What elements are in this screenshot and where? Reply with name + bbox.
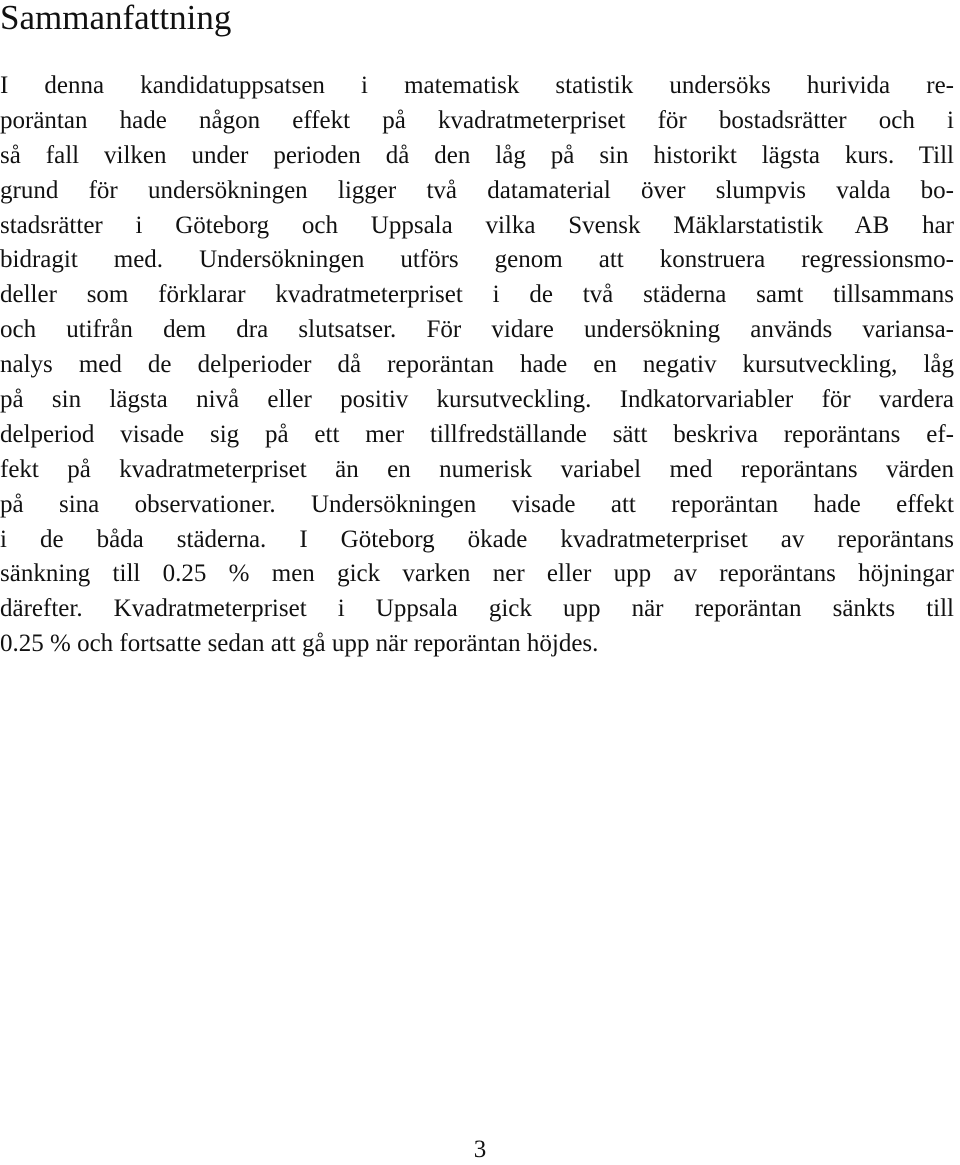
paragraph-line: I denna kandidatuppsatsen i matematisk statistik undersöks hurivida re- bbox=[0, 72, 954, 99]
paragraph-line: sänkning till 0.25 % men gick varken ner eller upp av reporäntans höjningar bbox=[0, 560, 954, 588]
paragraph-line: deller som förklarar kvadratmeterpriset i de två städerna samt tillsammans bbox=[0, 281, 954, 309]
paragraph-line: delperiod visade sig på ett mer tillfredställande sätt beskriva reporäntans ef- bbox=[0, 420, 954, 448]
paragraph-line: och utifrån dem dra slutsatser. För vidare undersökning används variansa- bbox=[0, 316, 954, 344]
paragraph-line: därefter. Kvadratmeterpriset i Uppsala gick upp när reporäntan sänkts till bbox=[0, 595, 954, 623]
paragraph-line: fekt på kvadratmeterpriset än en numerisk variabel med reporäntans värden bbox=[0, 455, 954, 483]
paragraph-line: så fall vilken under perioden då den låg på sin historikt lägsta kurs. Till bbox=[0, 141, 954, 169]
paragraph-line: grund för undersökningen ligger två datamaterial över slumpvis valda bo- bbox=[0, 176, 954, 204]
section-heading: Sammanfattning bbox=[0, 0, 232, 37]
page-number: 3 bbox=[473, 1136, 487, 1163]
paragraph-line: stadsrätter i Göteborg och Uppsala vilka Svensk Mäklarstatistik AB har bbox=[0, 211, 954, 239]
paragraph-line: på sina observationer. Undersökningen visade att reporäntan hade effekt bbox=[0, 490, 954, 518]
paragraph-line: i de båda städerna. I Göteborg ökade kvadratmeterpriset av reporäntans bbox=[0, 525, 954, 553]
paragraph-line: 0.25 % och fortsatte sedan att gå upp när reporäntan höjdes. bbox=[0, 630, 599, 658]
paragraph-line: nalys med de delperioder då reporäntan hade en negativ kursutveckling, låg bbox=[0, 351, 954, 379]
paragraph-line: på sin lägsta nivå eller positiv kursutveckling. Indkatorvariabler för vardera bbox=[0, 386, 954, 414]
paragraph-line: bidragit med. Undersökningen utförs genom att konstruera regressionsmo- bbox=[0, 246, 954, 274]
abstract-paragraph bbox=[0, 69, 954, 662]
paragraph-line: poräntan hade någon effekt på kvadratmeterpriset för bostadsrätter och i bbox=[0, 106, 954, 134]
